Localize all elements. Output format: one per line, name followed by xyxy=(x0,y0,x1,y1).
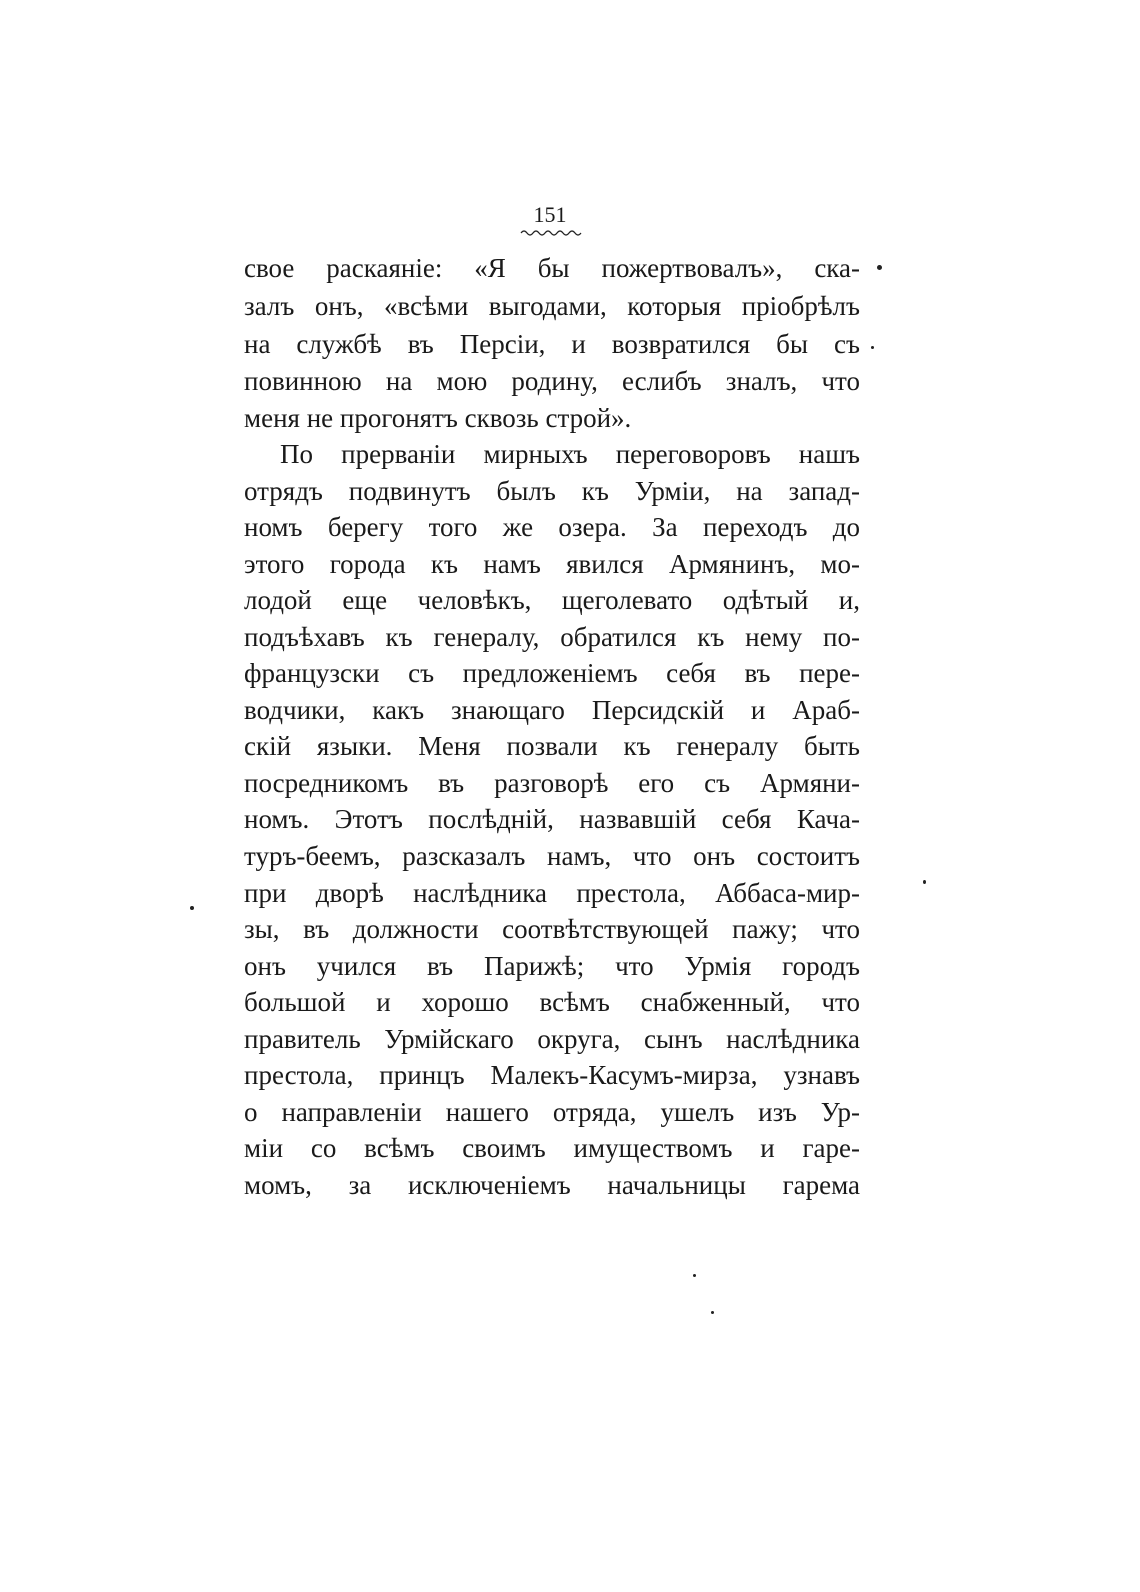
scan-speck xyxy=(877,265,882,270)
text-line-14: скій языки. Меня позвали къ генералу быть xyxy=(244,731,860,761)
scan-speck xyxy=(923,880,926,884)
text-line-15: посредникомъ въ разговорѣ его съ Армяни- xyxy=(244,768,860,798)
scan-speck xyxy=(871,346,874,349)
text-line-17: туръ-беемъ, разсказалъ намъ, что онъ состоитъ xyxy=(244,841,860,871)
text-line-24: о направленіи нашего отряда, ушелъ изъ Ур- xyxy=(244,1097,860,1127)
text-line-1: свое раскаяніе: «Я бы пожертвовалъ», ска- xyxy=(244,253,860,283)
text-line-16: номъ. Этотъ послѣдній, назвавшій себя Кача- xyxy=(244,804,860,834)
text-line-5: меня не прогонятъ сквозь строй». xyxy=(244,403,632,433)
text-line-13: водчики, какъ знающаго Персидскій и Араб- xyxy=(244,695,860,725)
page-number: 151 xyxy=(533,202,567,227)
text-line-22: правитель Урмійскаго округа, сынъ наслѣдника xyxy=(244,1024,860,1054)
page-number-ornament xyxy=(520,229,582,237)
text-line-19: зы, въ должности соотвѣтствующей пажу; что xyxy=(244,914,860,944)
text-line-11: подъѣхавъ къ генералу, обратился къ нему по- xyxy=(244,622,860,652)
scan-speck xyxy=(693,1274,696,1277)
text-line-20: онъ учился въ Парижѣ; что Урмія городъ xyxy=(244,951,860,981)
text-line-23: престола, принцъ Малекъ-Касумъ-мирза, узнавъ xyxy=(244,1060,860,1090)
text-line-25: міи со всѣмъ своимъ имуществомъ и гаре- xyxy=(244,1133,860,1163)
text-line-8: номъ берегу того же озера. За переходъ до xyxy=(244,512,860,542)
text-line-2: залъ онъ, «всѣми выгодами, которыя пріобрѣлъ xyxy=(244,291,860,321)
text-line-26: момъ, за исключеніемъ начальницы гарема xyxy=(244,1170,860,1200)
text-line-3: на службѣ въ Персіи, и возвратился бы съ xyxy=(244,329,860,359)
text-line-18: при дворѣ наслѣдника престола, Аббаса-мир- xyxy=(244,878,860,908)
text-line-4: повинною на мою родину, еслибъ зналъ, что xyxy=(244,366,860,396)
scan-speck xyxy=(711,1311,714,1314)
text-line-7: отрядъ подвинутъ былъ къ Урміи, на запад- xyxy=(244,476,860,506)
text-line-6: По прерваніи мирныхъ переговоровъ нашъ xyxy=(280,439,860,469)
text-line-10: лодой еще человѣкъ, щеголевато одѣтый и, xyxy=(244,585,860,615)
text-line-21: большой и хорошо всѣмъ снабженный, что xyxy=(244,987,860,1017)
scan-speck xyxy=(190,906,194,910)
text-line-9: этого города къ намъ явился Армянинъ, мо- xyxy=(244,549,860,579)
text-line-12: французски съ предложеніемъ себя въ пере- xyxy=(244,658,860,688)
